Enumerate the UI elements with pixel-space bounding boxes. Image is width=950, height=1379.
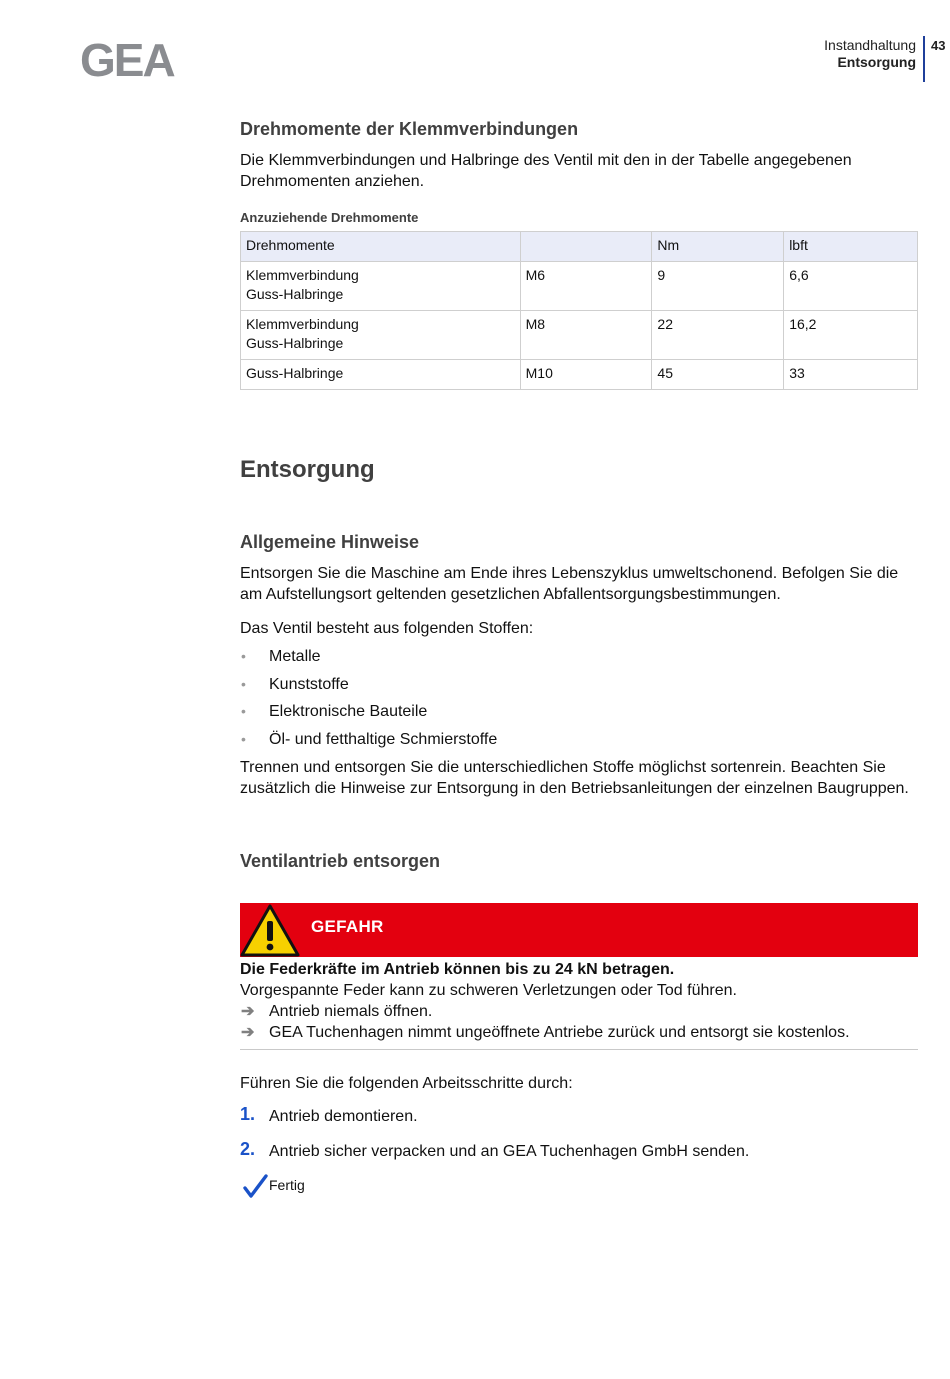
general-notes-heading: Allgemeine Hinweise	[240, 532, 420, 552]
disposal-title: Entsorgung	[240, 456, 375, 483]
cell-part	[241, 311, 521, 360]
steps-list	[240, 1106, 918, 1162]
danger-banner	[240, 903, 918, 957]
header-chapter: Instandhaltung	[824, 37, 916, 53]
measure-item: ➔ Antrieb niemals öffnen.	[241, 1003, 433, 1020]
bullet-icon: •	[241, 675, 246, 692]
header-section: Entsorgung	[837, 54, 916, 70]
cell-nm: 45	[652, 360, 784, 390]
main-content	[240, 117, 918, 1194]
list-item	[240, 1106, 918, 1127]
cell-nm: 22	[652, 311, 784, 360]
step-text: Antrieb sicher verpacken und an GEA Tuchenhagen GmbH senden.	[269, 1143, 750, 1160]
cell-lbft: 33	[784, 360, 918, 390]
cell-size: M6	[520, 262, 652, 311]
step-number: 2.	[240, 1139, 256, 1159]
cell-nm: 9	[652, 262, 784, 311]
done-label: Fertig	[269, 1177, 305, 1193]
bullet-icon: •	[241, 703, 246, 719]
cell-lbft: 6,6	[784, 262, 918, 311]
arrow-right-icon: ➔	[241, 1024, 255, 1041]
actuator-heading: Ventilantrieb entsorgen	[240, 851, 441, 871]
divider	[240, 1049, 918, 1050]
cell-size: M8	[520, 311, 652, 360]
torque-intro: Die Klemmverbindungen und Halbringe des Ventil mit den in der Tabelle angegebenen Drehmomenten anziehen.	[240, 152, 852, 190]
torque-heading: Drehmomente der Klemmverbindungen	[240, 119, 579, 139]
column-header	[520, 232, 652, 262]
step-number: 1.	[240, 1104, 256, 1124]
table-caption: Anzuziehende Drehmomente	[240, 210, 419, 225]
page-number: 43	[931, 38, 946, 53]
cell-part	[241, 262, 521, 311]
list-item: • Öl- und fetthaltige Schmierstoffe	[241, 730, 498, 748]
danger-label: GEFAHR	[311, 917, 384, 936]
cell-part	[241, 360, 521, 390]
step-text: Antrieb demontieren.	[269, 1108, 418, 1125]
danger-text: Vorgespannte Feder kann zu schweren Verletzungen oder Tod führen.	[240, 982, 737, 999]
materials-intro: Das Ventil besteht aus folgenden Stoffen:	[240, 620, 534, 637]
separate-text: Trennen und entsorgen Sie die unterschiedlichen Stoffe möglichst sortenrein. Beachten Sie zusätzlich die Hinweise zur Entsorgung in den Betriebsanleitungen der einzelnen Baugruppen.	[240, 759, 909, 797]
table-header-row	[241, 232, 918, 262]
materials-list	[240, 647, 918, 749]
part-line: Guss-Halbringe	[246, 286, 344, 302]
list-item: • Elektronische Bauteile	[241, 703, 428, 720]
arrow-right-icon: ➔	[241, 1003, 255, 1020]
column-header: Nm	[652, 232, 784, 262]
column-header: Drehmomente	[241, 232, 521, 262]
general-notes-text: Entsorgen Sie die Maschine am Ende ihres Lebenszyklus umweltschonend. Befolgen Sie die am Aufstellungsort geltenden gesetzlichen Abfallentsorgungsbestimmungen.	[240, 565, 899, 603]
table-row	[241, 360, 918, 390]
cell-lbft: 16,2	[784, 311, 918, 360]
logo-text: GEA	[80, 38, 174, 80]
running-header	[824, 37, 916, 71]
bullet-icon: •	[241, 648, 246, 664]
bullet-icon: •	[241, 730, 246, 747]
gea-logo	[80, 38, 205, 80]
table-row	[241, 262, 918, 311]
list-item	[240, 1141, 918, 1162]
torque-table	[240, 231, 918, 390]
part-line: Guss-Halbringe	[246, 335, 344, 351]
cell-size: M10	[520, 360, 652, 390]
header-accent-bar	[923, 36, 925, 82]
warning-triangle-icon	[240, 903, 300, 957]
part-line: Guss-Halbringe	[246, 365, 344, 381]
part-line: Klemmverbindung	[246, 316, 359, 332]
list-item: • Kunststoffe	[241, 675, 349, 693]
column-header: lbft	[784, 232, 918, 262]
part-line: Klemmverbindung	[246, 267, 359, 283]
done-marker	[240, 1176, 918, 1194]
checkmark-icon	[242, 1174, 268, 1200]
list-item: • Metalle	[241, 648, 321, 665]
steps-intro: Führen Sie die folgenden Arbeitsschritte durch:	[240, 1075, 573, 1092]
table-row	[241, 311, 918, 360]
danger-bold-text: Die Federkräfte im Antrieb können bis zu 24 kN betragen.	[240, 961, 675, 978]
measure-item: ➔ GEA Tuchenhagen nimmt ungeöffnete Antriebe zurück und entsorgt sie kostenlos.	[241, 1024, 850, 1041]
